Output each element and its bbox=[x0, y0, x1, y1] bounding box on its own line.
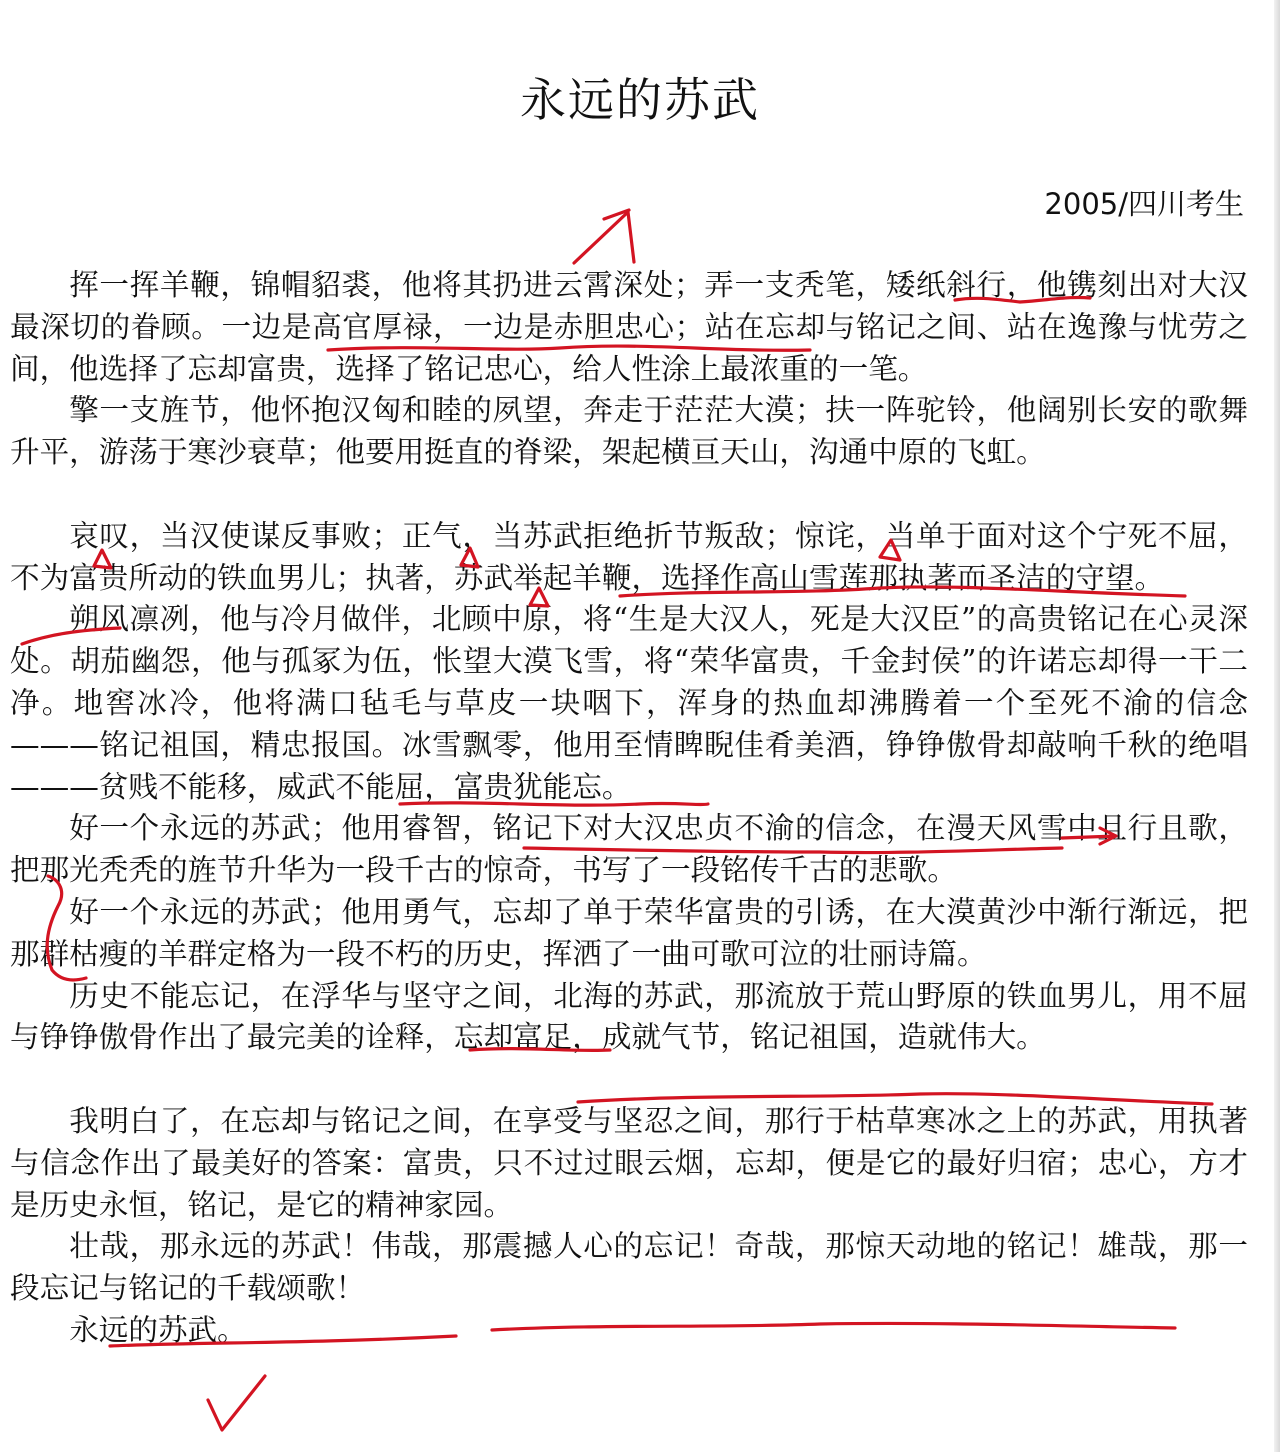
paragraph: 好一个永远的苏武；他用勇气，忘却了单于荣华富贵的引诱，在大漠黄沙中渐行渐远，把那群枯瘦的羊群定格为一段不朽的历史，挥洒了一曲可歌可泣的壮丽诗篇。 bbox=[10, 894, 1248, 971]
paragraph: 壮哉，那永远的苏武！伟哉，那震撼人心的忘记！奇哉，那惊天动地的铭记！雄哉，那一段忘记与铭记的千载颂歌！ bbox=[10, 1229, 1248, 1306]
paragraph: 好一个永远的苏武；他用睿智，铭记下对大汉忠贞不渝的信念，在漫天风雪中且行且歌，把那光秃秃的旌节升华为一段千古的惊奇，书写了一段铭传千古的悲歌。 bbox=[10, 811, 1248, 888]
paragraph: 历史不能忘记，在浮华与坚守之间，北海的苏武，那流放于荒山野原的铁血男儿，用不屈与铮铮傲骨作出了最完美的诠释，忘却富足，成就气节，铭记祖国，造就伟大。 bbox=[10, 978, 1248, 1055]
arrow-mark bbox=[574, 212, 634, 263]
check-mark bbox=[208, 1376, 265, 1430]
paragraph: 永远的苏武。 bbox=[69, 1312, 247, 1347]
paragraph: 我明白了，在忘却与铭记之间，在享受与坚忍之间，那行于枯草寒冰之上的苏武，用执著与信念作出了最美好的答案：富贵，只不过过眼云烟，忘却，便是它的最好归宿；忠心，方才是历史永恒，铭记，是它的精神家园。 bbox=[10, 1103, 1248, 1222]
paragraph: 哀叹，当汉使谋反事败；正气，当苏武拒绝折节叛敌；惊诧，当单于面对这个宁死不屈，不为富贵所动的铁血男儿；执著，苏武举起羊鞭，选择作高山雪莲那执著而圣洁的守望。 bbox=[10, 518, 1248, 595]
paragraph-gap bbox=[10, 474, 1248, 516]
paragraph: 挥一挥羊鞭，锦帽貂裘，他将其扔进云霄深处；弄一支秃笔，矮纸斜行，他镌刻出对大汉最深切的眷顾。一边是高官厚禄，一边是赤胆忠心；站在忘却与铭记之间、站在逸豫与忧劳之间，他选择了忘却富贵，选择了铭记忠心，给人性涂上最浓重的一笔。 bbox=[10, 268, 1248, 386]
paragraph-gap bbox=[10, 1059, 1248, 1101]
paragraph: 朔风凛冽，他与冷月做伴，北顾中原，将“生是大汉人，死是大汉臣”的高贵铭记在心灵深处。胡茄幽怨，他与孤冢为伍，怅望大漠飞雪，将“荣华富贵，千金封侯”的许诺忘却得一干二净。地窖冰冷，他将满口毡毛与草皮一块咽下，浑身的热血却沸腾着一个至死不渝的信念———铭记祖国，精忠报国。冰雪飘零，他用至情睥睨佳肴美酒，铮铮傲骨却敲响千秋的绝唱———贫贱不能移，威武不能屈，富贵犹能忘。 bbox=[10, 602, 1248, 804]
essay-byline: 2005/四川考生 bbox=[1044, 187, 1244, 221]
arrow-mark bbox=[604, 210, 629, 219]
page-edge-shadow bbox=[1274, 0, 1280, 1452]
essay-title: 永远的苏武 bbox=[520, 73, 760, 127]
paragraph: 擎一支旌节，他怀抱汉匈和睦的夙望，奔走于茫茫大漠；扶一阵驼铃，他阔别长安的歌舞升平，游荡于寒沙衰草；他要用挺直的脊梁，架起横亘天山，沟通中原的飞虹。 bbox=[10, 393, 1248, 470]
essay-body bbox=[10, 265, 1248, 1352]
